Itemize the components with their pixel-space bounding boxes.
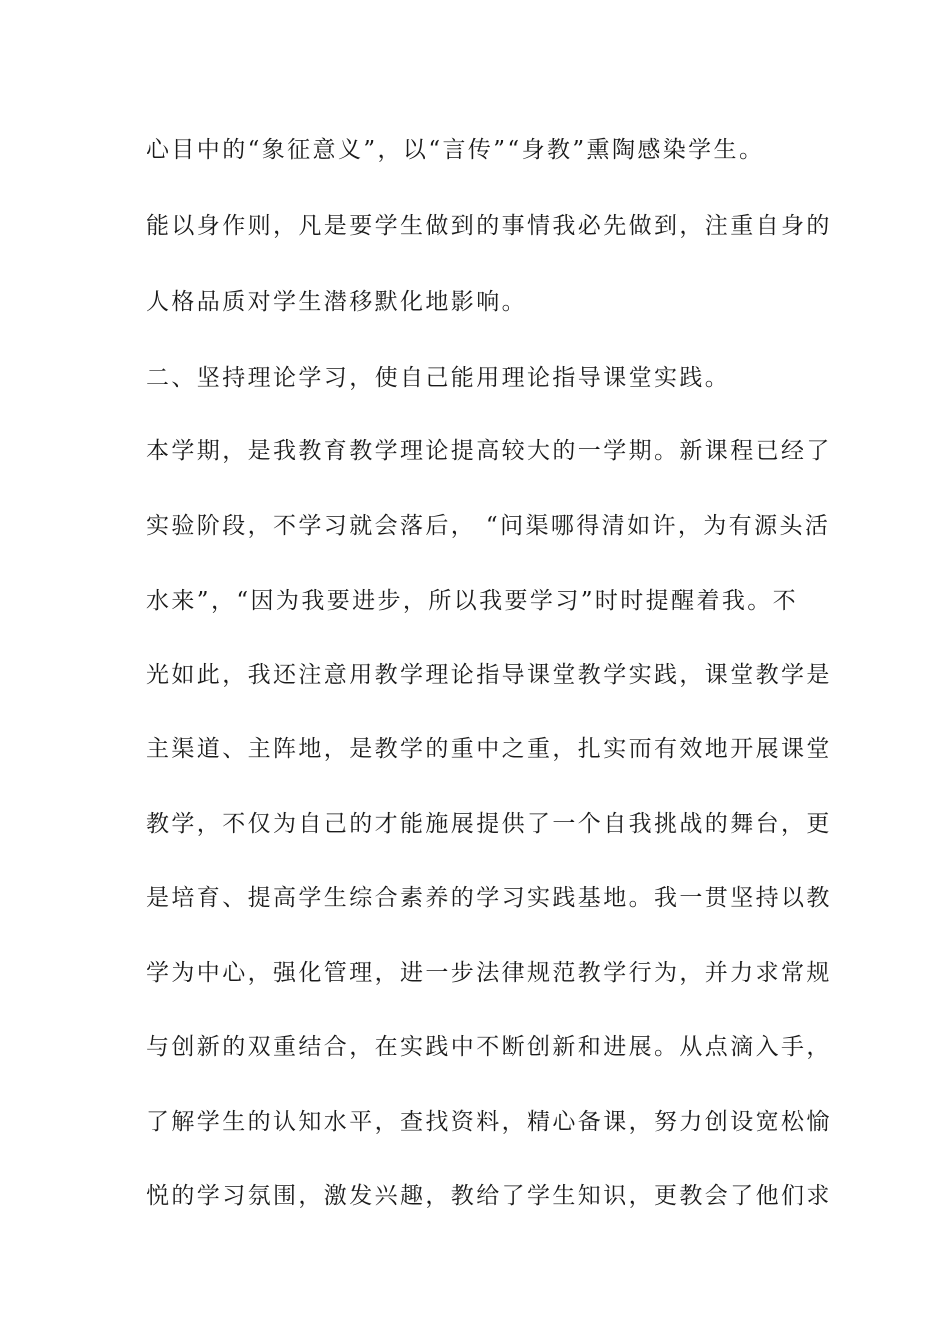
text-line: 本学期，是我教育教学理论提高较大的一学期。新课程已经了	[146, 438, 832, 464]
text-line: 实验阶段，不学习就会落后， “问渠哪得清如许，为有源头活	[146, 513, 831, 539]
text-line: 主渠道、主阵地，是教学的重中之重，扎实而有效地开展课堂	[146, 736, 832, 762]
text-line: 悦的学习氛围，激发兴趣，教给了学生知识，更教会了他们求	[146, 1183, 832, 1209]
text-line: 水来”，“因为我要进步，所以我要学习”时时提醒着我。不	[146, 588, 799, 614]
text-line: 了解学生的认知水平，查找资料，精心备课，努力创设宽松愉	[146, 1109, 832, 1135]
text-line: 人格品质对学生潜移默化地影响。	[146, 289, 527, 315]
text-line: 与创新的双重结合，在实践中不断创新和进展。从点滴入手，	[146, 1034, 832, 1060]
text-line: 是培育、提高学生综合素养的学习实践基地。我一贯坚持以教	[146, 885, 832, 911]
section-heading: 二、坚持理论学习，使自己能用理论指导课堂实践。	[146, 365, 731, 391]
text-line: 教学，不仅为自己的才能施展提供了一个自我挑战的舞台，更	[146, 811, 832, 837]
text-line: 心目中的“象征意义”，以“言传”“身教”熏陶感染学生。	[146, 137, 765, 163]
text-line: 光如此，我还注意用教学理论指导课堂教学实践，课堂教学是	[146, 662, 832, 688]
text-line: 学为中心，强化管理，进一步法律规范教学行为，并力求常规	[146, 960, 832, 986]
text-line: 能以身作则，凡是要学生做到的事情我必先做到，注重自身的	[146, 213, 832, 239]
